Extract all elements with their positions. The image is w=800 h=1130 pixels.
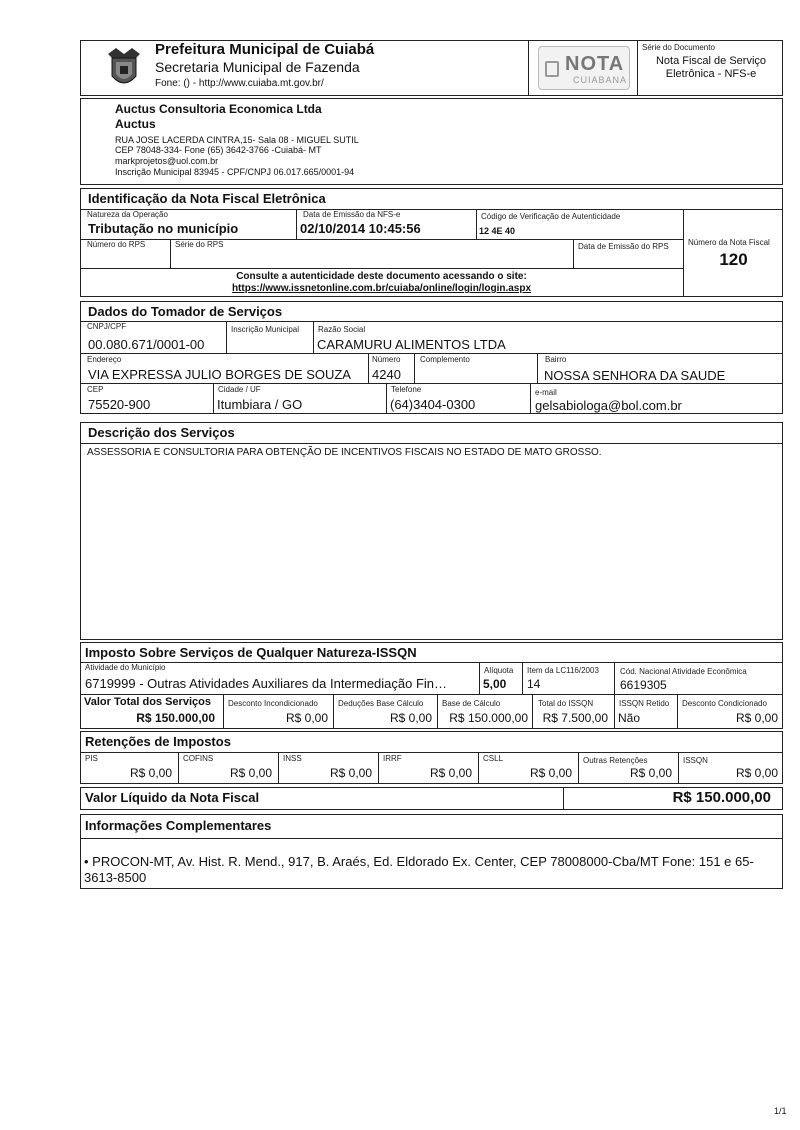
header-subtitle: Secretaria Municipal de Fazenda bbox=[155, 59, 360, 75]
prestador-fantasy: Auctus bbox=[115, 117, 156, 131]
cnpj-value: 00.080.671/0001-00 bbox=[88, 337, 205, 352]
prestador-name: Auctus Consultoria Economica Ltda bbox=[115, 102, 322, 116]
issqn-title: Imposto Sobre Serviços de Qualquer Natureza-ISSQN bbox=[85, 645, 417, 660]
razao-label: Razão Social bbox=[318, 325, 366, 334]
nota-logo-subtext: CUIABANA bbox=[573, 75, 628, 85]
ret-pis-value: R$ 0,00 bbox=[129, 766, 172, 780]
razao-value: CARAMURU ALIMENTOS LTDA bbox=[317, 337, 506, 352]
codigo-label: Código de Verificação de Autenticidade bbox=[481, 212, 621, 221]
atividade-value: 6719999 - Outras Atividades Auxiliares da Intermediação Fin… bbox=[85, 676, 448, 691]
numero-label: Número bbox=[372, 355, 401, 364]
base-value: R$ 150.000,00 bbox=[449, 711, 528, 725]
data-rps-label: Data de Emissão do RPS bbox=[578, 242, 669, 251]
numero-rps-label: Número do RPS bbox=[87, 240, 146, 249]
aliquota-label: Alíquota bbox=[484, 666, 514, 675]
numero-nota-label: Número da Nota Fiscal bbox=[688, 238, 770, 247]
cep-label: CEP bbox=[87, 385, 104, 394]
serie-value-line1: Nota Fiscal de Serviço bbox=[655, 55, 767, 67]
ret-pis-label: PIS bbox=[85, 754, 98, 763]
prestador-email: markprojetos@uol.com.br bbox=[115, 156, 219, 166]
email-label: e-mail bbox=[535, 388, 557, 397]
coat-of-arms-icon bbox=[104, 44, 144, 92]
desc-cond-value: R$ 0,00 bbox=[735, 711, 778, 725]
bairro-label: Bairro bbox=[545, 355, 567, 364]
ret-csll-value: R$ 0,00 bbox=[529, 766, 572, 780]
desc-incond-label: Desconto Incondicionado bbox=[228, 699, 318, 708]
deducoes-label: Deduções Base Cálculo bbox=[338, 699, 424, 708]
complementares-text: • PROCON-MT, Av. Hist. R. Mend., 917, B. Araés, Ed. Eldorado Ex. Center, CEP 78008000-Cba/MT Fone: 151 e 65-3613-8500 bbox=[84, 854, 754, 885]
deducoes-value: R$ 0,00 bbox=[389, 711, 432, 725]
aliquota-value: 5,00 bbox=[483, 677, 507, 691]
prestador-cep-phone: CEP 78048-334- Fone (65) 3642-3766 -Cuiabá- MT bbox=[115, 145, 322, 155]
numero-value: 4240 bbox=[372, 367, 401, 382]
prestador-address: RUA JOSE LACERDA CINTRA,15- Sala 08 - MIGUEL SUTIL bbox=[115, 135, 359, 145]
ret-cofins-label: COFINS bbox=[183, 754, 214, 763]
header-title: Prefeitura Municipal de Cuiabá bbox=[155, 41, 375, 58]
nota-logo-text: NOTA bbox=[565, 53, 625, 75]
data-emissao-value: 02/10/2014 10:45:56 bbox=[300, 221, 421, 236]
prestador-registration: Inscrição Municipal 83945 - CPF/CNPJ 06.017.665/0001-94 bbox=[115, 167, 355, 177]
ret-irrf-value: R$ 0,00 bbox=[429, 766, 472, 780]
valor-total-value: R$ 150.000,00 bbox=[136, 711, 215, 725]
serie-value-line2: Eletrônica - NFS-e bbox=[665, 68, 757, 80]
identificacao-title: Identificação da Nota Fiscal Eletrônica bbox=[88, 191, 326, 206]
complemento-label: Complemento bbox=[420, 355, 470, 364]
ret-inss-label: INSS bbox=[283, 754, 302, 763]
data-emissao-label: Data de Emissão da NFS-e bbox=[303, 210, 401, 219]
ret-outras-label: Outras Retenções bbox=[583, 756, 648, 765]
inscricao-label: Inscrição Municipal bbox=[231, 325, 300, 334]
liquido-label: Valor Líquido da Nota Fiscal bbox=[85, 790, 260, 805]
cidade-label: Cidade / UF bbox=[218, 385, 261, 394]
ret-irrf-label: IRRF bbox=[383, 754, 402, 763]
nota-cuiabana-logo bbox=[538, 46, 630, 90]
codigo-value: 12 4E 40 bbox=[479, 226, 516, 236]
telefone-label: Telefone bbox=[391, 385, 422, 394]
endereco-label: Endereço bbox=[87, 355, 122, 364]
telefone-value: (64)3404-0300 bbox=[390, 397, 476, 412]
email-value: gelsabiologa@bol.com.br bbox=[535, 398, 682, 413]
ret-csll-label: CSLL bbox=[483, 754, 504, 763]
ret-cofins-value: R$ 0,00 bbox=[229, 766, 272, 780]
consulte-url-link[interactable]: https://www.issnetonline.com.br/cuiaba/online/login/login.aspx bbox=[231, 283, 532, 294]
valor-total-label: Valor Total dos Serviços bbox=[84, 696, 211, 708]
descricao-title: Descrição dos Serviços bbox=[88, 425, 235, 440]
ret-inss-value: R$ 0,00 bbox=[329, 766, 372, 780]
cep-value: 75520-900 bbox=[88, 397, 151, 412]
cnae-label: Cód. Nacional Atividade Econômica bbox=[620, 667, 747, 676]
cidade-value: Itumbiara / GO bbox=[217, 397, 303, 412]
tomador-title: Dados do Tomador de Serviços bbox=[88, 304, 283, 319]
numero-nota-value: 120 bbox=[719, 250, 748, 269]
ret-issqn-label: ISSQN bbox=[683, 756, 708, 765]
serie-rps-label: Série do RPS bbox=[175, 240, 224, 249]
cnpj-label: CNPJ/CPF bbox=[87, 322, 127, 331]
retido-label: ISSQN Retido bbox=[619, 699, 670, 708]
consulte-text: Consulte a autenticidade deste documento acessando o site: bbox=[236, 271, 527, 282]
base-label: Base de Cálculo bbox=[442, 699, 501, 708]
header-contact: Fone: () - http://www.cuiaba.mt.gov.br/ bbox=[155, 78, 324, 89]
ret-issqn-value: R$ 0,00 bbox=[735, 766, 778, 780]
total-iss-value: R$ 7.500,00 bbox=[542, 711, 608, 725]
natureza-label: Natureza da Operação bbox=[87, 210, 168, 219]
atividade-label: Atividade do Município bbox=[85, 663, 166, 672]
liquido-value: R$ 150.000,00 bbox=[672, 789, 771, 806]
total-iss-label: Total do ISSQN bbox=[538, 699, 594, 708]
cnae-value: 6619305 bbox=[620, 678, 667, 692]
item-value: 14 bbox=[527, 677, 541, 691]
retido-value: Não bbox=[618, 711, 641, 725]
descricao-text: ASSESSORIA E CONSULTORIA PARA OBTENÇÃO DE INCENTIVOS FISCAIS NO ESTADO DE MATO GROSSO. bbox=[87, 447, 602, 458]
nota-logo-icon bbox=[545, 61, 559, 77]
retencoes-title: Retenções de Impostos bbox=[85, 734, 231, 749]
serie-label: Série do Documento bbox=[642, 43, 715, 52]
natureza-value: Tributação no município bbox=[88, 221, 239, 236]
page-number: 1/1 bbox=[774, 1106, 787, 1116]
complementares-title: Informações Complementares bbox=[85, 818, 272, 833]
endereco-value: VIA EXPRESSA JULIO BORGES DE SOUZA bbox=[88, 367, 351, 382]
desc-incond-value: R$ 0,00 bbox=[285, 711, 328, 725]
item-label: Item da LC116/2003 bbox=[527, 666, 599, 675]
bairro-value: NOSSA SENHORA DA SAUDE bbox=[544, 368, 726, 383]
ret-outras-value: R$ 0,00 bbox=[629, 766, 672, 780]
desc-cond-label: Desconto Condicionado bbox=[682, 699, 767, 708]
